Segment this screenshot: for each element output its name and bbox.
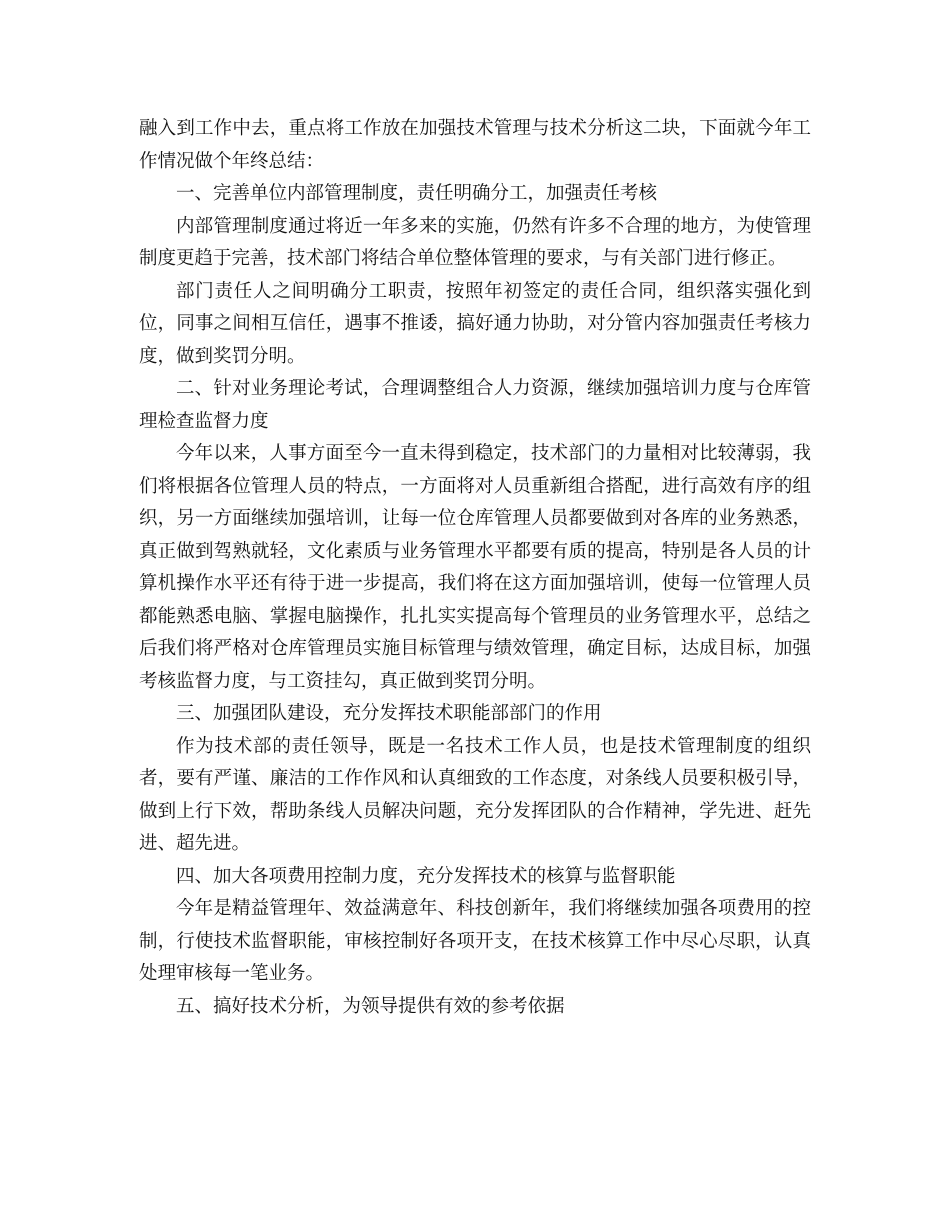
heading-section-4: 四、加大各项费用控制力度，充分发挥技术的核算与监督职能 bbox=[176, 865, 676, 887]
paragraph-section-3: 作为技术部的责任领导，既是一名技术工作人员，也是技术管理制度的组织者，要有严谨、廉洁的工作作风和认真细致的工作态度，对条线人员要积极引导，做到上行下效，帮助条线人员解决问题，充分发挥团队的合作精神，学先进、赶先进、超先进。 bbox=[139, 735, 811, 854]
heading-section-1: 一、完善单位内部管理制度，责任明确分工，加强责任考核 bbox=[176, 183, 658, 204]
paragraph-intro: 融入到工作中去，重点将工作放在加强技术管理与技术分析这二块，下面就今年工作情况做个年终总结： bbox=[139, 118, 811, 172]
paragraph-section-4: 今年是精益管理年、效益满意年、科技创新年，我们将继续加强各项费用的控制，行使技术监督职能，审核控制好各项开支，在技术核算工作中尽心尽职，认真处理审核每一笔业务。 bbox=[139, 898, 811, 984]
paragraph-section-1-a: 内部管理制度通过将近一年多来的实施，仍然有许多不合理的地方，为使管理制度更趋于完善，技术部门将结合单位整体管理的要求，与有关部门进行修正。 bbox=[139, 215, 811, 269]
heading-section-5: 五、搞好技术分析，为领导提供有效的参考依据 bbox=[176, 995, 565, 1017]
heading-section-3: 三、加强团队建设，充分发挥技术职能部部门的作用 bbox=[176, 703, 602, 724]
document-body bbox=[139, 113, 811, 1023]
paragraph-section-2: 今年以来，人事方面至今一直未得到稳定，技术部门的力量相对比较薄弱，我们将根据各位管理人员的特点，一方面将对人员重新组合搭配，进行高效有序的组织，另一方面继续加强培训，让每一位仓库管理人员都要做到对各库的业务熟悉，真正做到驾熟就轻，文化素质与业务管理水平都要有质的提高，特别是各人员的计算机操作水平还有待于进一步提高，我们将在这方面加强培训，使每一位管理人员都能熟悉电脑、掌握电脑操作，扎扎实实提高每个管理员的业务管理水平，总结之后我们将严格对仓库管理员实施目标管理与绩效管理，确定目标，达成目标，加强考核监督力度，与工资挂勾，真正做到奖罚分明。 bbox=[139, 443, 811, 692]
heading-section-2: 二、针对业务理论考试，合理调整组合人力资源，继续加强培训力度与仓库管理检查监督力度 bbox=[139, 378, 811, 432]
paragraph-section-1-b: 部门责任人之间明确分工职责，按照年初签定的责任合同，组织落实强化到位，同事之间相互信任，遇事不推诿，搞好通力协助，对分管内容加强责任考核力度，做到奖罚分明。 bbox=[139, 280, 811, 367]
